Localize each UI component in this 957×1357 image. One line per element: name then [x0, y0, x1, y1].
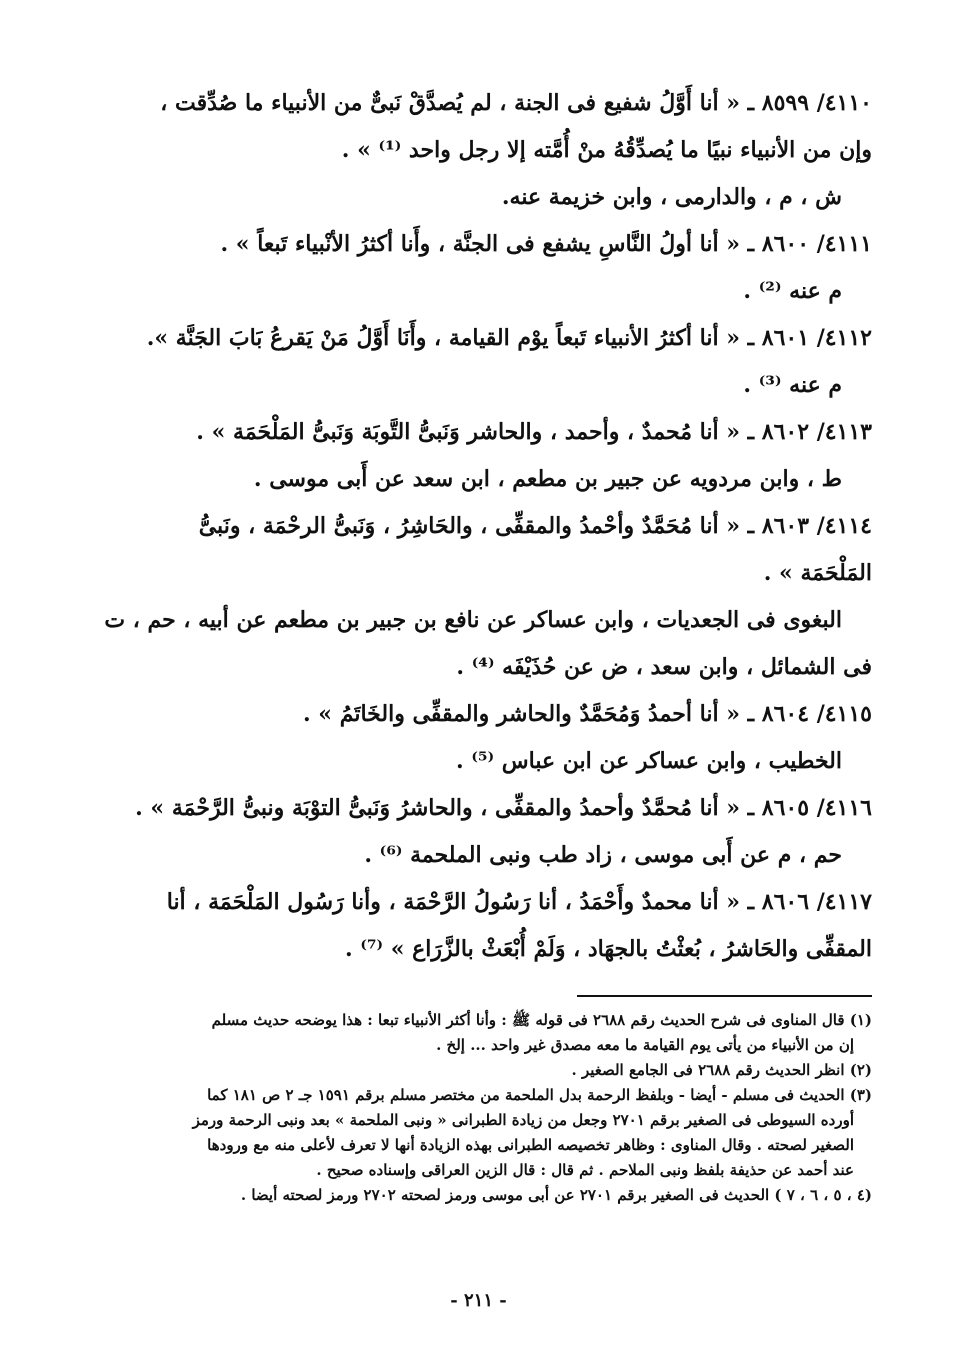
- hadith-4110-line-2: وإن من الأنبياء نبيًا ما يُصدِّقُهُ منْ أُمَّته إلا رجل واحد ⁽¹⁾ » .: [341, 137, 872, 163]
- source-4114-line-2: فى الشمائل ، وابن سعد ، ض عن حُذَيْفَه ⁽⁴⁾ .: [456, 654, 872, 680]
- source-4115: الخطيب ، وابن عساكر عن ابن عباس ⁽⁵⁾ .: [456, 748, 842, 774]
- hadith-4111: ٤١١١/ ٨٦٠٠ ـ « أنا أولُ النَّاسِ يشفع فى الجنَّة ، وأَنا أكثرُ الأنْبياء تَبعاً » .: [220, 231, 872, 257]
- hadith-4116: ٤١١٦/ ٨٦٠٥ ـ « أنا مُحمَّدٌ وأحمدُ والمقفِّى ، والحاشرُ وَنَبىُّ التوْبَة ونبىُّ الرَّحْمَة » .: [135, 795, 872, 821]
- source-4112: م عنه ⁽³⁾ .: [743, 372, 842, 398]
- footnote-1-line-2: إن من الأنبياء من يأتى يوم القيامة ما معه مصدق غير واحد ... إلخ .: [436, 1036, 854, 1054]
- hadith-4114-line-1: ٤١١٤/ ٨٦٠٣ ـ « أنا مُحَمَّدٌ وأحْمدُ والمقفِّى ، والحَاشِرُ ، وَنَبىُّ الرحْمَة ، ونَبىُّ: [198, 513, 872, 539]
- footnote-4-7: (٤ ، ٥ ، ٦ ، ٧ ) الحديث فى الصغير برقم ٢٧٠١ عن أبى موسى ورمز لصحته ٢٧٠٢ ورمز لصحته أيضا .: [240, 1186, 872, 1204]
- source-4110: ش ، م ، والدارمى ، وابن خزيمة عنه.: [501, 184, 842, 210]
- source-4116: حم ، م عن أَبى موسى ، زاد طب ونبى الملحمة ⁽⁶⁾ .: [364, 842, 842, 868]
- page-number: - ٢١١ -: [450, 1290, 507, 1311]
- hadith-4117-line-2: المقفِّى والحَاشرُ ، بُعثْتُ بالجهَاد ، وَلَمْ أُبْعَثْ بالزَّرَاع » ⁽⁷⁾ .: [345, 936, 872, 962]
- footnote-3-line-3: الصغير لصحته . وقال المناوى : وظاهر تخصيصه الطبرانى بهذه الزيادة أنها لا تعرف لأعلى منه مع ورودها: [207, 1136, 854, 1154]
- footnote-2: (٢) انظر الحديث رقم ٢٦٨٨ فى الجامع الصغير .: [571, 1061, 872, 1079]
- source-4113: ط ، وابن مردويه عن جبير بن مطعم ، ابن سعد عن أَبى موسى .: [253, 466, 842, 492]
- source-4111: م عنه ⁽²⁾ .: [743, 278, 842, 304]
- hadith-4117-line-1: ٤١١٧/ ٨٦٠٦ ـ « أنا محمدٌ وأَحْمَدُ ، أنا رَسُولُ الرَّحْمَة ، وأنا رَسُول المَلْحَمَة ، أنا: [166, 889, 872, 915]
- footnote-3-line-1: (٣) الحديث فى مسلم - أيضا - وبلفظ الرحمة بدل الملحمة من مختصر مسلم برقم ١٥٩١ جـ ٢ ص ١٨١ كما: [207, 1086, 872, 1104]
- main-text: [100, 80, 872, 973]
- footnotes: [100, 1008, 872, 1208]
- hadith-4114-line-2: المَلْحَمَة » .: [763, 560, 872, 586]
- source-4114-line-1: البغوى فى الجعديات ، وابن عساكر عن نافع بن جبير بن مطعم عن أبيه ، حم ، ت: [104, 607, 842, 633]
- hadith-4110-line-1: ٤١١٠/ ٨٥٩٩ ـ « أنا أَوَّلُ شفيع فى الجنة ، لم يُصدَّقْ نَبىٌّ من الأنبياء ما صُدِّقت ،: [160, 90, 872, 116]
- hadith-4112: ٤١١٢/ ٨٦٠١ ـ « أنا أكثرُ الأنبياء تَبعاً يوْم القيامة ، وأَنَا أَوَّلُ مَنْ يَقرعُ بَابَ الجَنَّة ».: [146, 325, 872, 351]
- footnote-3-line-4: عند أحمد عن حذيفة بلفظ ونبى الملاحم . ثم قال : قال الزين العراقى وإسناده صحيح .: [316, 1161, 854, 1179]
- hadith-4115: ٤١١٥/ ٨٦٠٤ ـ « أنا أحمدُ وَمُحَمَّدٌ والحاشر والمقفِّى والخَاتَمُ » .: [302, 701, 872, 727]
- hadith-4113: ٤١١٣/ ٨٦٠٢ ـ « أنا مُحمدٌ ، وأحمد ، والحاشر وَنَبىُّ التَّوبَة وَنَبىُّ المَلْحَمَة » .: [196, 419, 872, 445]
- footnote-3-line-2: أورده السيوطى فى الصغير برقم ٢٧٠١ وجعل من زيادة الطبرانى « ونبى الملحمة » بعد ونبى الرحمة ورمز: [192, 1111, 854, 1129]
- footnote-divider: [577, 995, 872, 997]
- footnote-1-line-1: (١) قال المناوى فى شرح الحديث رقم ٢٦٨٨ فى قوله ﷺ : وأنا أكثر الأنبياء تبعا : هذا يوضحه حديث مسلم: [211, 1011, 872, 1029]
